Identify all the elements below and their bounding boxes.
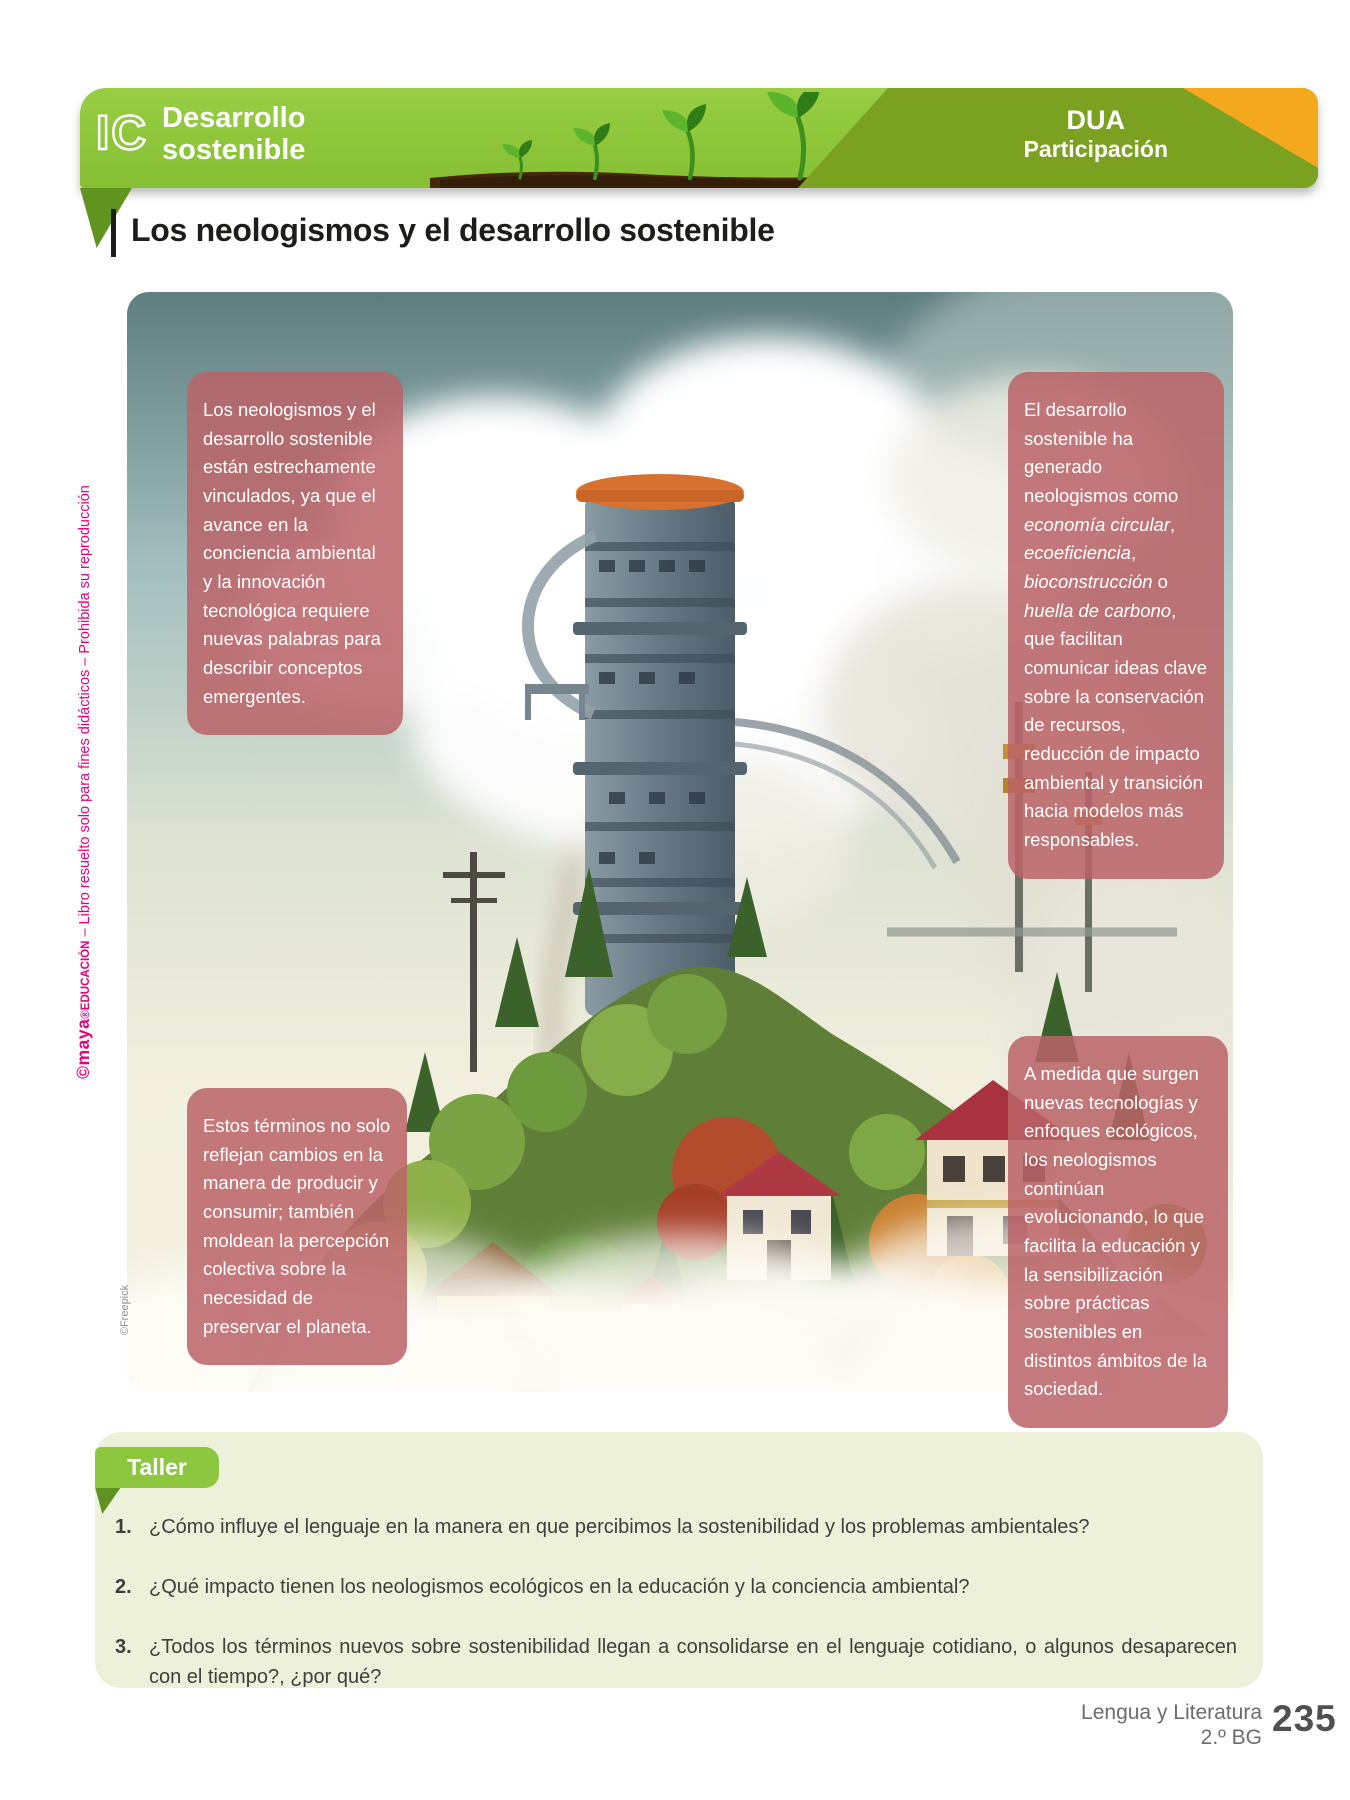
callout-top-left (187, 372, 403, 735)
dua-subtitle: Participación (1023, 135, 1168, 162)
taller-question-1 (115, 1512, 1237, 1542)
unit-title-line2: sostenible (162, 134, 306, 167)
question-number: 3. (115, 1636, 132, 1658)
footer-subject: Lengua y Literatura (1081, 1701, 1262, 1724)
callout-text: El desarrollo sostenible ha generado neologismos como economía circular, ecoeficiencia, bioconstrucción o huella de carbono, que facilitan comunicar ideas clave sobre la conservación de recursos, reducción de impacto ambiental y transición hacia modelos más responsables. (1024, 399, 1208, 851)
callout-text: Los neologismos y el desarrollo sostenible están estrechamente vinculados, ya que el avance en la conciencia ambiental y la innovación tecnológica requiere nuevas palabras para describir conceptos emergentes. (203, 399, 381, 707)
page-title: Los neologismos y el desarrollo sostenible (131, 212, 775, 248)
callout-text: Estos términos no solo reflejan cambios en la manera de producir y consumir; también moldean la percepción colectiva sobre la necesidad de preservar el planeta. (203, 1115, 391, 1337)
title-left-rule (111, 209, 116, 257)
footer-grade: 2.º BG (1200, 1725, 1262, 1749)
copyright-notice: – Libro resuelto solo para fines didácticos – Prohibida su reproducción (77, 485, 93, 941)
unit-title (162, 102, 305, 167)
callout-top-right (1008, 372, 1224, 879)
taller-label: Taller (127, 1454, 187, 1480)
taller-question-2 (115, 1572, 1237, 1602)
image-credit: ©Freepick (119, 1284, 131, 1336)
callout-text: A medida que surgen nuevas tecnologías y enfoques ecológicos, los neologismos continúan evolucionando, lo que facilita la educación y la sensibilización sobre prácticas sostenibles en distintos ámbitos de la sociedad. (1024, 1063, 1208, 1400)
callout-bottom-right (1008, 1036, 1228, 1428)
publisher-brand-suffix: ®EDUCACIÓN (80, 940, 92, 1019)
publisher-brand: ©maya (73, 1018, 93, 1079)
taller-question-3 (115, 1632, 1237, 1692)
question-number: 2. (115, 1576, 132, 1598)
question-number: 1. (115, 1516, 132, 1538)
question-text: ¿Todos los términos nuevos sobre sostenibilidad llegan a consolidarse en el lenguaje cotidiano, o algunos desaparecen con el tiempo?, ¿por qué? (149, 1636, 1237, 1688)
unit-title-line1: Desarrollo (162, 102, 306, 134)
ic-logo: IC (96, 107, 148, 160)
footer-subject-block (850, 1701, 1262, 1751)
dua-title: DUA (1066, 105, 1126, 135)
taller-tab (95, 1447, 219, 1488)
callout-bottom-left (187, 1088, 407, 1365)
question-text: ¿Qué impacto tienen los neologismos ecológicos en la educación y la conciencia ambiental? (149, 1576, 970, 1598)
question-text: ¿Cómo influye el lenguaje en la manera en que percibimos la sostenibilidad y los problemas ambientales? (149, 1516, 1090, 1538)
page-number: 235 (1272, 1698, 1337, 1739)
header-tail-fold (80, 188, 132, 248)
dua-text (1024, 106, 1168, 163)
copyright-sidebar (73, 412, 99, 1152)
unit-header (80, 88, 1318, 188)
